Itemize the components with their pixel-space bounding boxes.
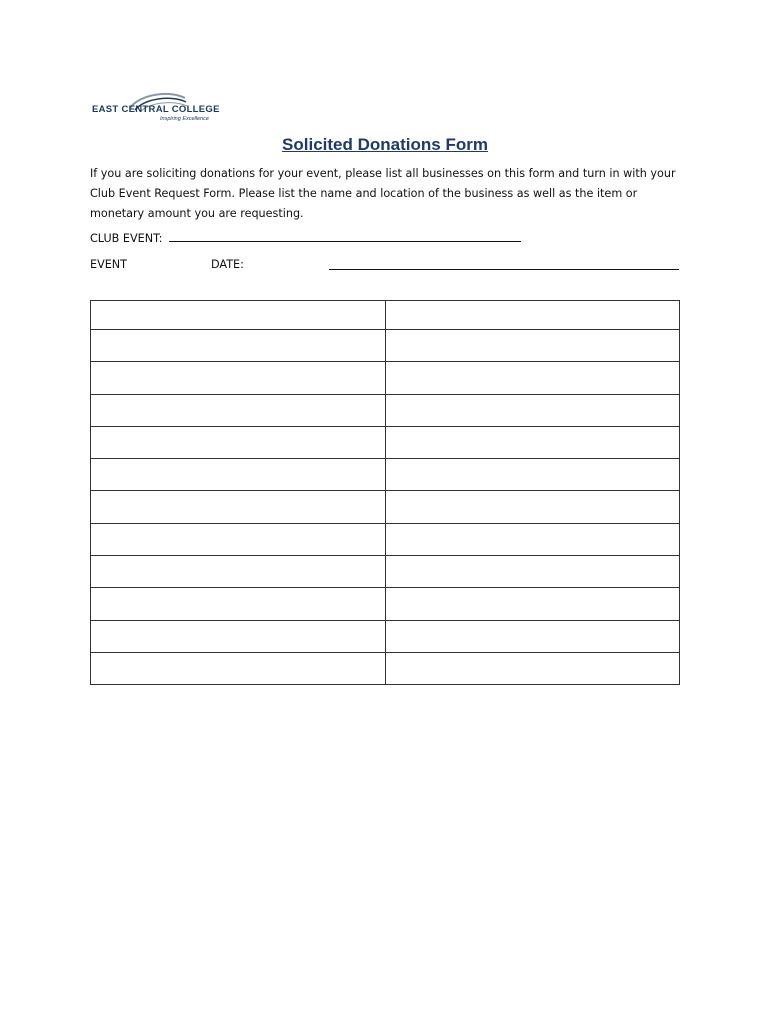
item-amount-cell[interactable] xyxy=(385,459,680,491)
item-amount-cell[interactable] xyxy=(385,301,680,330)
table-row xyxy=(91,556,680,588)
table-row xyxy=(91,330,680,362)
intro-paragraph: If you are soliciting donations for your event, please list all businesses on this form and turn in with your Club Event Request Form. Please list the name and location of the business as well as the item or monetary amount you are requesting. xyxy=(90,167,676,220)
table-row xyxy=(91,523,680,555)
table-row xyxy=(91,426,680,458)
date-label: DATE: xyxy=(211,258,244,271)
business-cell[interactable] xyxy=(91,523,386,555)
item-amount-cell[interactable] xyxy=(385,588,680,620)
item-amount-cell[interactable] xyxy=(385,556,680,588)
business-cell[interactable] xyxy=(91,426,386,458)
item-amount-cell[interactable] xyxy=(385,362,680,394)
table-row xyxy=(91,394,680,426)
business-cell[interactable] xyxy=(91,301,386,330)
table-row xyxy=(91,620,680,652)
college-logo xyxy=(90,90,225,128)
item-amount-cell[interactable] xyxy=(385,652,680,684)
logo-name: EAST CENTRAL COLLEGE xyxy=(92,104,220,115)
item-amount-cell[interactable] xyxy=(385,330,680,362)
table-row xyxy=(91,459,680,491)
business-cell[interactable] xyxy=(91,556,386,588)
item-amount-cell[interactable] xyxy=(385,394,680,426)
date-field-wrap xyxy=(329,258,679,273)
logo-tagline: Inspiring Excellence xyxy=(160,116,209,122)
event-date-line xyxy=(90,258,127,271)
date-field[interactable] xyxy=(329,258,679,270)
item-amount-cell[interactable] xyxy=(385,620,680,652)
club-event-field[interactable] xyxy=(169,230,521,242)
table-row xyxy=(91,491,680,523)
event-label: EVENT xyxy=(90,258,127,271)
business-cell[interactable] xyxy=(91,459,386,491)
table-row xyxy=(91,652,680,684)
business-cell[interactable] xyxy=(91,491,386,523)
date-label-wrap xyxy=(211,258,244,271)
table-row xyxy=(91,301,680,330)
item-amount-cell[interactable] xyxy=(385,426,680,458)
item-amount-cell[interactable] xyxy=(385,491,680,523)
business-cell[interactable] xyxy=(91,362,386,394)
table-row xyxy=(91,362,680,394)
business-cell[interactable] xyxy=(91,620,386,652)
donations-table xyxy=(90,300,680,685)
business-cell[interactable] xyxy=(91,394,386,426)
business-cell[interactable] xyxy=(91,652,386,684)
club-event-line xyxy=(90,230,521,245)
item-amount-cell[interactable] xyxy=(385,523,680,555)
page-title: Solicited Donations Form xyxy=(282,135,488,154)
table-row xyxy=(91,588,680,620)
business-cell[interactable] xyxy=(91,588,386,620)
business-cell[interactable] xyxy=(91,330,386,362)
club-event-label: CLUB EVENT: xyxy=(90,232,163,245)
